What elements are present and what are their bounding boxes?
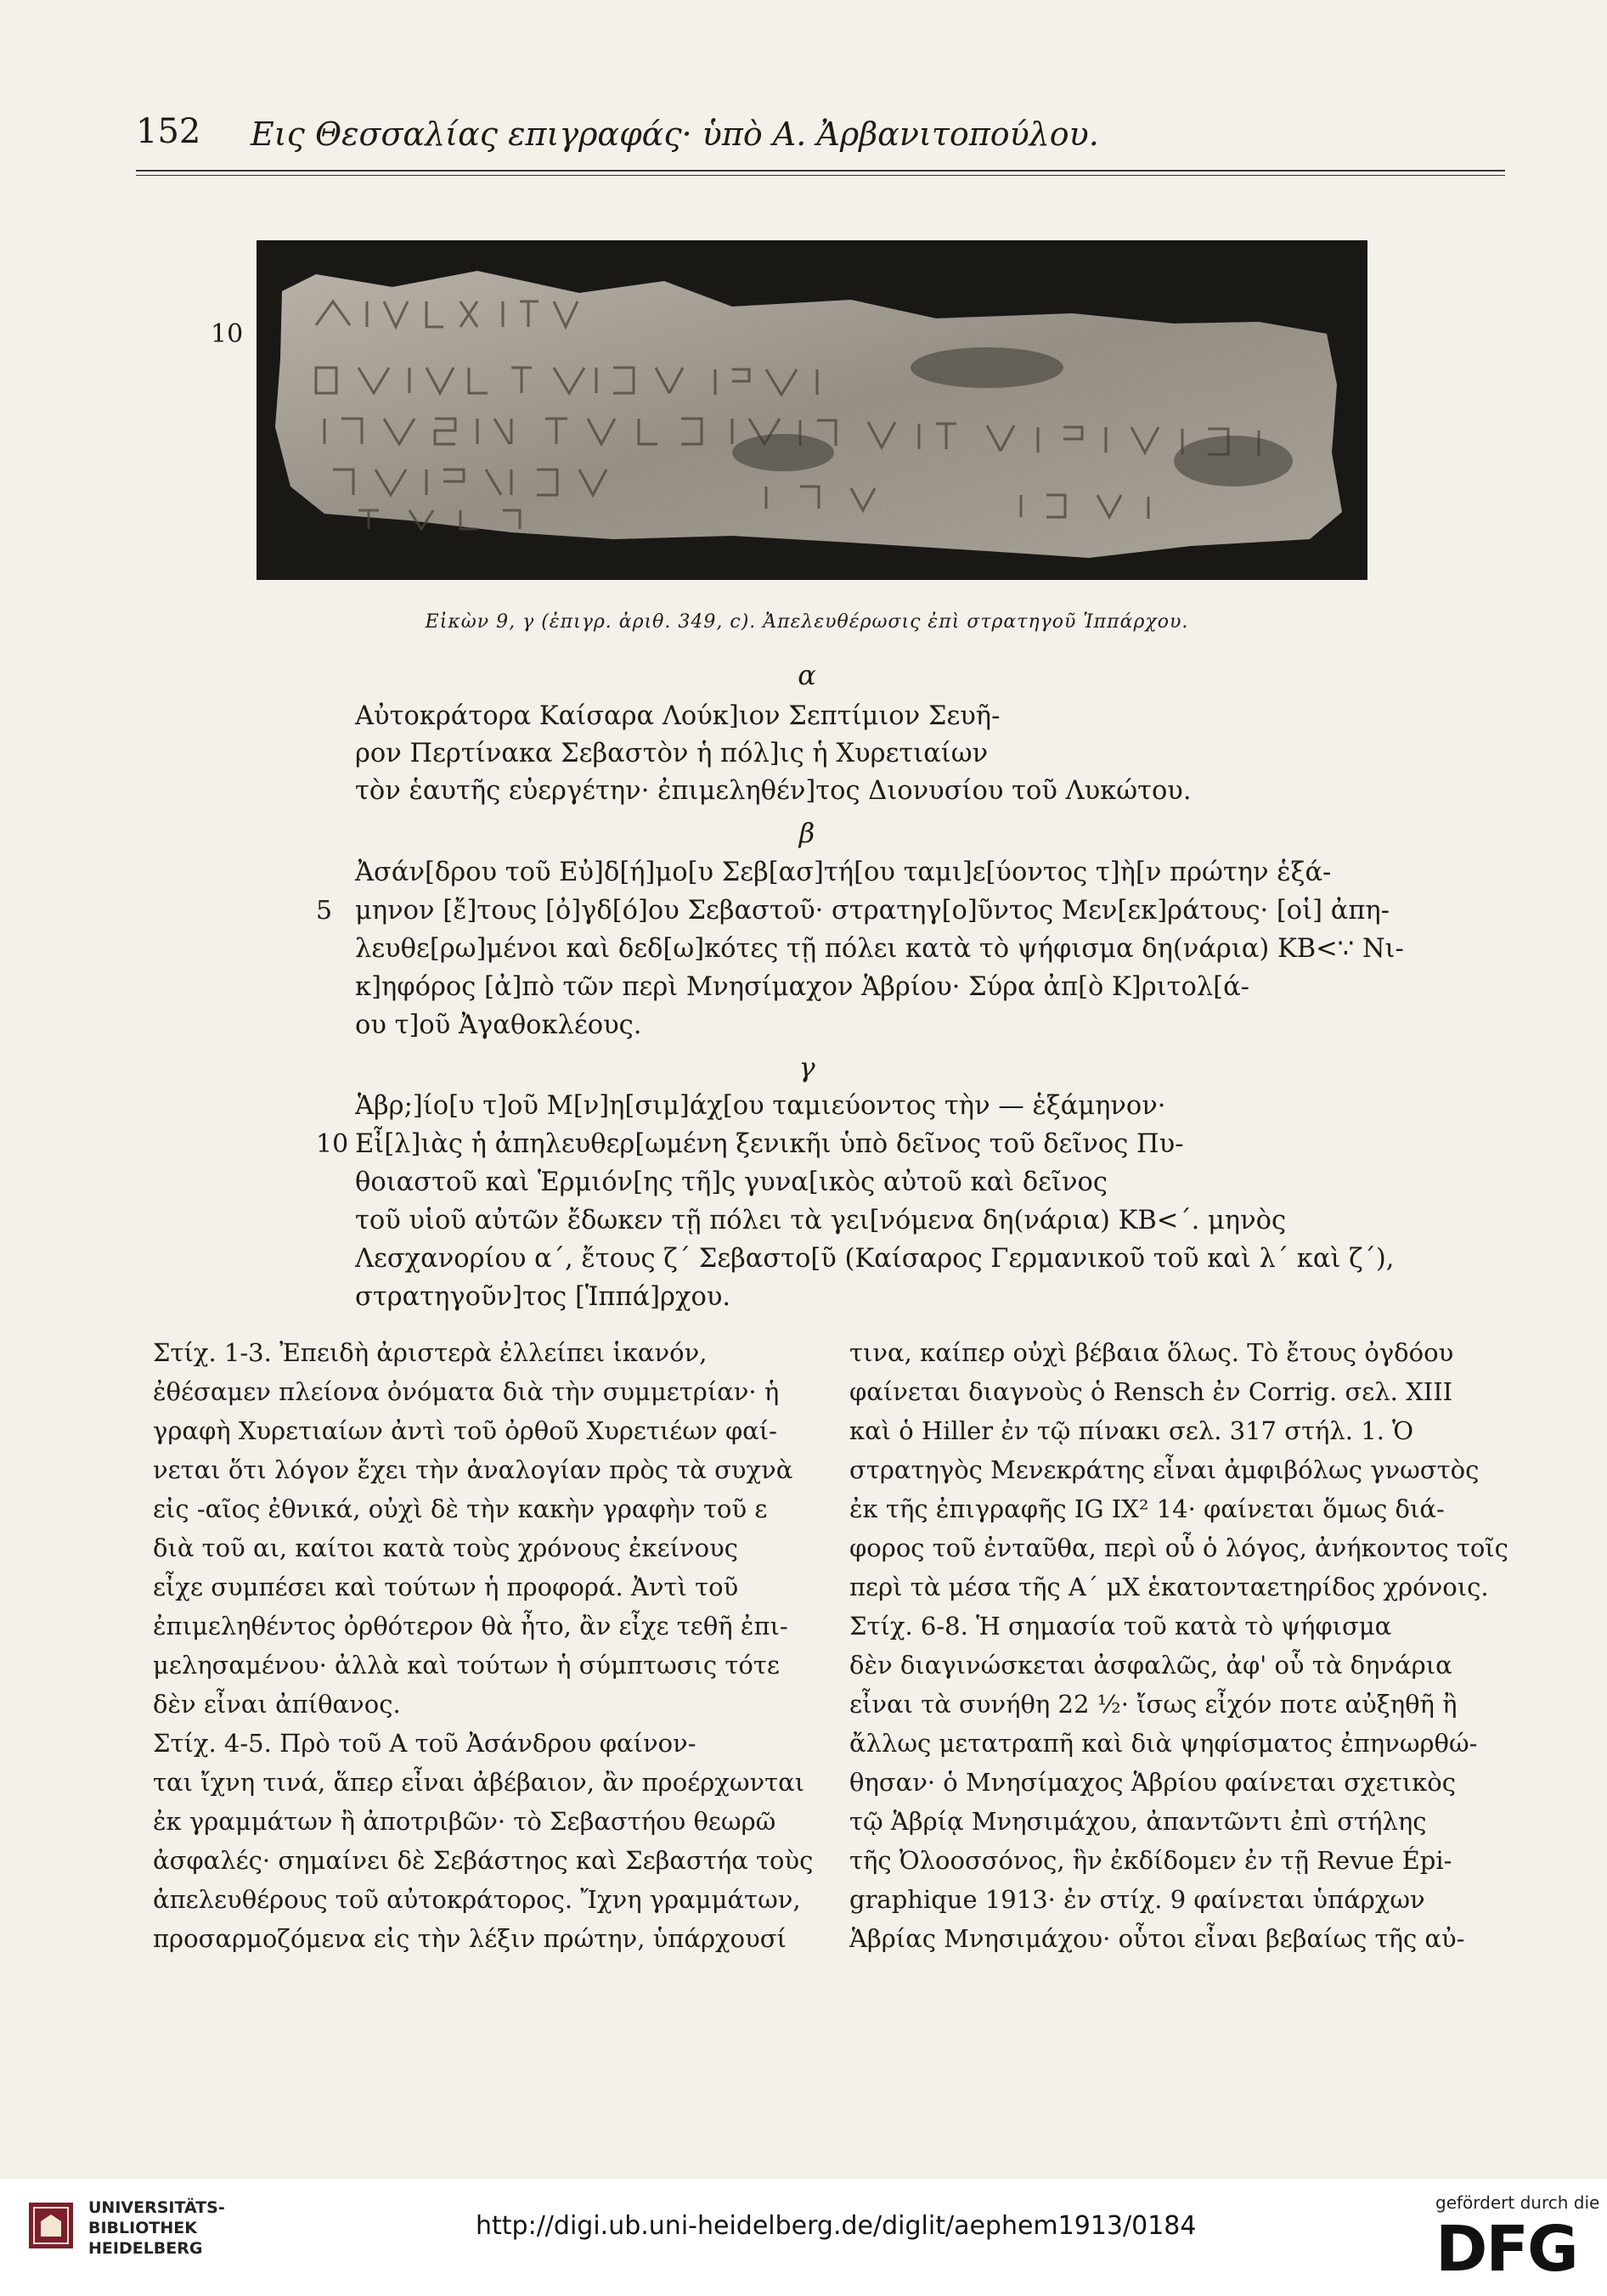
inscription-line: μηνον [ἔ]τους [ὀ]γδ[ό]ου Σεβαστοῦ· στρατηγ[ο]ῦντος Μεν[εκ]ράτους· [οἱ] ἀπη-	[355, 896, 1390, 926]
source-url-link[interactable]: http://digi.ub.uni-heidelberg.de/diglit/aephem1913/0184	[476, 2211, 1197, 2241]
inscription-line: θοιαστοῦ καὶ Ἑρμιόν[ης τῆ]ς γυνα[ικὸς αὐτοῦ καὶ δεῖνος	[355, 1168, 1108, 1197]
plate-line-number: 10	[211, 319, 244, 349]
commentary-line: νεται ὅτι λόγον ἔχει τὴν ἀναλογίαν πρὸς τὰ συχνὰ	[153, 1455, 793, 1484]
commentary-line: περὶ τὰ μέσα τῆς Α΄ μΧ ἑκατονταετηρίδος χρόνοις.	[849, 1573, 1489, 1601]
commentary-line: τῆς Ὀλοοσσόνος, ἣν ἐκδίδομεν ἐν τῇ Revue Épi-	[849, 1846, 1452, 1875]
commentary-line: ἐθέσαμεν πλείονα ὀνόματα διὰ τὴν συμμετρίαν· ἡ	[153, 1377, 780, 1406]
section-letter-beta: β	[798, 817, 815, 849]
commentary-line: ἐκ τῆς ἐπιγραφῆς IG IX² 14· φαίνεται ὅμως διά-	[849, 1494, 1445, 1523]
commentary-line: ἐπιμεληθέντος ὀρθότερον θὰ ἦτο, ἂν εἶχε τεθῆ ἐπι-	[153, 1612, 788, 1640]
commentary-line: μελησαμένου· ἀλλὰ καὶ τούτων ἡ σύμπτωσις τότε	[153, 1651, 780, 1680]
header-rule	[136, 170, 1505, 172]
library-name: UNIVERSITÄTS- BIBLIOTHEK HEIDELBERG	[88, 2198, 225, 2258]
inscription-line: Εἶ[λ]ιὰς ἡ ἀπηλευθερ[ωμένη ξενικῆι ὑπὸ δεῖνος τοῦ δεῖνος Πυ-	[355, 1129, 1184, 1159]
commentary-line: εἶναι τὰ συνήθη 22 ½· ἴσως εἶχόν ποτε αὐξηθῆ ἢ	[849, 1690, 1458, 1719]
commentary-line: στρατηγὸς Μενεκράτης εἶναι ἀμφιβόλως γνωστὸς	[849, 1455, 1480, 1484]
commentary-line: τινα, καίπερ οὐχὶ βέβαια ὅλως. Τὸ ἔτους ὀγδόου	[849, 1338, 1454, 1367]
running-title: Εις Θεσσαλίας επιγραφάς· ὑπὸ Α. Ἀρβανιτοπούλου.	[251, 115, 1099, 153]
commentary-line: Στίχ. 1-3. Ἐπειδὴ ἀριστερὰ ἐλλείπει ἱκανόν,	[153, 1338, 708, 1367]
commentary-line: θησαν· ὁ Μνησίμαχος Ἁβρίου φαίνεται σχετικὸς	[849, 1768, 1456, 1797]
commentary-line: εἶχε συμπέσει καὶ τούτων ἡ προφορά. Ἀντὶ τοῦ	[153, 1573, 739, 1601]
commentary-line: ἄλλως μετατραπῆ καὶ διὰ ψηφίσματος ἐπηνωρθώ-	[849, 1729, 1478, 1758]
inscription-line: Λεσχανορίου α΄, ἔτους ζ΄ Σεβαστο[ῦ (Καίσαρος Γερμανικοῦ τοῦ καὶ λ΄ καὶ ζ΄),	[355, 1244, 1395, 1274]
commentary-line: Ἁβρίας Μνησιμάχου· οὗτοι εἶναι βεβαίως τῆς αὐ-	[849, 1924, 1465, 1953]
inscription-line-number: 10	[316, 1129, 349, 1159]
page-number: 152	[136, 112, 201, 151]
commentary-line: φαίνεται διαγνοὺς ὁ Rensch ἐν Corrig. σελ. XIII	[849, 1377, 1453, 1406]
section-letter-gamma: γ	[798, 1051, 815, 1083]
dfg-logo: DFG	[1435, 2213, 1577, 2286]
section-letter-alpha: α	[798, 659, 816, 691]
inscription-stone-photo	[257, 240, 1367, 580]
commentary-line: φορος τοῦ ἐνταῦθα, περὶ οὗ ὁ λόγος, ἀνήκοντος τοῖς	[849, 1533, 1508, 1562]
commentary-line: τῷ Ἁβρίᾳ Μνησιμάχου, ἀπαντῶντι ἐπὶ στήλης	[849, 1807, 1427, 1836]
commentary-line: γραφὴ Χυρετιαίων ἀντὶ τοῦ ὀρθοῦ Χυρετιέων φαί-	[153, 1416, 777, 1445]
commentary-line: ται ἴχνη τινά, ἅπερ εἶναι ἀβέβαιον, ἂν προέρχωνται	[153, 1768, 805, 1797]
inscription-line: Ἁβρ;]ίο[υ τ]οῦ Μ[ν]η[σιμ]άχ[ου ταμιεύοντος τὴν — ἑξάμηνον·	[355, 1091, 1166, 1121]
university-seal-icon	[25, 2199, 76, 2252]
commentary-line: ἀπελευθέρους τοῦ αὐτοκράτορος. Ἴχνη γραμμάτων,	[153, 1885, 801, 1914]
header-rule-thin	[136, 175, 1505, 176]
commentary-line: graphique 1913· ἐν στίχ. 9 φαίνεται ὑπάρχων	[849, 1885, 1425, 1914]
commentary-line: Στίχ. 4-5. Πρὸ τοῦ Α τοῦ Ἀσάνδρου φαίνον-	[153, 1729, 696, 1758]
inscription-line: ου τ]οῦ Ἀγαθοκλέους.	[355, 1010, 642, 1040]
commentary-line: δὲν διαγινώσκεται ἀσφαλῶς, ἀφ' οὗ τὰ δηνάρια	[849, 1651, 1452, 1680]
inscription-line-number: 5	[316, 896, 333, 926]
inscription-line: τὸν ἑαυτῆς εὐεργέτην· ἐπιμεληθέν]τος Διονυσίου τοῦ Λυκώτου.	[355, 776, 1192, 806]
inscription-line: ρον Περτίνακα Σεβαστὸν ἡ πόλ]ις ἡ Χυρετιαίων	[355, 739, 989, 768]
commentary-line: διὰ τοῦ αι, καίτοι κατὰ τοὺς χρόνους ἐκείνους	[153, 1533, 738, 1562]
commentary-line: προσαρμοζόμενα εἰς τὴν λέξιν πρώτην, ὑπάρχουσί	[153, 1924, 787, 1953]
commentary-line: καὶ ὁ Hiller ἐν τῷ πίνακι σελ. 317 στήλ. 1. Ὁ	[849, 1416, 1414, 1445]
inscription-line: στρατηγοῦν]τος [Ἱππά]ρχου.	[355, 1282, 731, 1312]
figure-caption: Εἰκὼν 9, γ (ἐπιγρ. ἀριθ. 349, c). Ἀπελευθέρωσις ἐπὶ στρατηγοῦ Ἱππάρχου.	[425, 611, 1189, 633]
commentary-line: εἰς -αῖος ἐθνικά, οὐχὶ δὲ τὴν κακὴν γραφὴν τοῦ ε	[153, 1494, 768, 1523]
inscription-line: Αὐτοκράτορα Καίσαρα Λούκ]ιον Σεπτίμιον Σευῆ-	[355, 701, 1001, 731]
commentary-line: ἀσφαλές· σημαίνει δὲ Σεβάστηος καὶ Σεβαστήα τοὺς	[153, 1846, 814, 1875]
inscription-line: κ]ηφόρος [ἀ]πὸ τῶν περὶ Μνησίμαχον Ἁβρίου· Σύρα ἀπ[ὸ Κ]ριτολ[ά-	[355, 972, 1249, 1002]
inscription-line: Ἀσάν[δρου τοῦ Εὐ]δ[ή]μο[υ Σεβ[ασ]τή[ου ταμι]ε[ύοντος τ]ὴ[ν πρώτην ἑξά-	[355, 858, 1332, 887]
commentary-line: Στίχ. 6-8. Ἡ σημασία τοῦ κατὰ τὸ ψήφισμα	[849, 1612, 1392, 1640]
commentary-line: ἐκ γραμμάτων ἢ ἀποτριβῶν· τὸ Σεβαστήου θεωρῶ	[153, 1807, 776, 1836]
inscription-line: τοῦ υἱοῦ αὐτῶν ἔδωκεν τῇ πόλει τὰ γει[νόμενα δη(νάρια) ΚΒ<΄. μηνὸς	[355, 1206, 1287, 1235]
commentary-line: δὲν εἶναι ἀπίθανος.	[153, 1690, 401, 1719]
funding-note: gefördert durch die	[1435, 2192, 1600, 2213]
inscription-line: λευθε[ρω]μένοι καὶ δεδ[ω]κότες τῇ πόλει κατὰ τὸ ψήφισμα δη(νάρια) ΚΒ<∵ Νι-	[355, 934, 1404, 964]
